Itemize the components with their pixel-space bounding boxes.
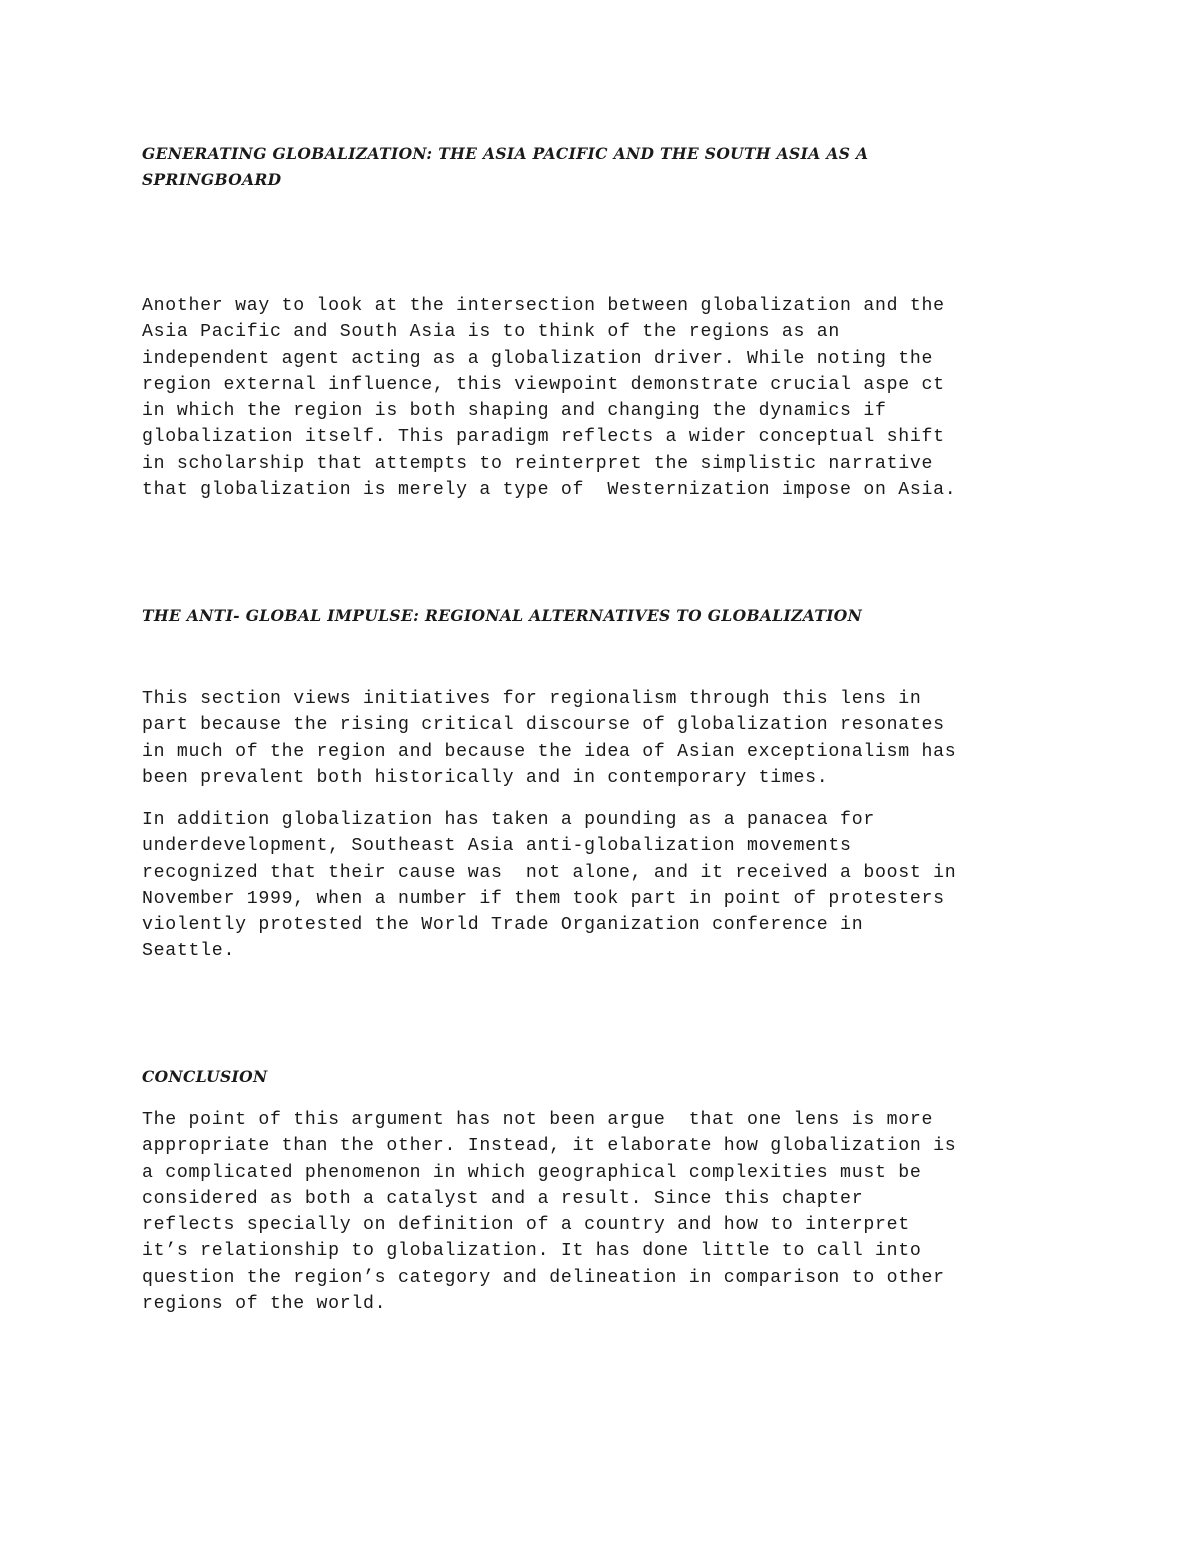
- paragraph-line: in scholarship that attempts to reinterpret the simplistic narrative: [142, 453, 934, 474]
- section-heading-conclusion: [142, 1064, 268, 1090]
- paragraph-line: been prevalent both historically and in contemporary times.: [142, 767, 829, 788]
- paragraph-line: in which the region is both shaping and changing the dynamics if: [142, 401, 887, 422]
- paragraph-line: November 1999, when a number if them took part in point of protesters: [142, 888, 945, 909]
- paragraph-line: Another way to look at the intersection between globalization and the: [142, 296, 945, 316]
- paragraph-line: globalization itself. This paradigm reflects a wider conceptual shift: [142, 427, 945, 448]
- paragraph-line: The point of this argument has not been argue that one lens is more: [142, 1110, 934, 1130]
- paragraph-line: underdevelopment, Southeast Asia anti-globalization movements: [142, 836, 852, 857]
- paragraph-line: in much of the region and because the idea of Asian exceptionalism has: [142, 741, 957, 762]
- paragraph-another-way: [142, 293, 1142, 503]
- paragraph-line: Asia Pacific and South Asia is to think of the regions as an: [142, 322, 841, 343]
- heading-line: GENERATING GLOBALIZATION: THE ASIA PACIFIC AND THE SOUTH ASIA AS A: [142, 144, 869, 163]
- paragraph-line: region external influence, this viewpoint demonstrate crucial aspe ct: [142, 374, 945, 395]
- paragraph-line: a complicated phenomenon in which geographical complexities must be: [142, 1162, 922, 1183]
- paragraph-conclusion: [142, 1107, 1142, 1317]
- paragraph-line: part because the rising critical discourse of globalization resonates: [142, 715, 945, 736]
- paragraph-line: violently protested the World Trade Organization conference in: [142, 915, 864, 936]
- heading-line: THE ANTI- GLOBAL IMPULSE: REGIONAL ALTERNATIVES TO GLOBALIZATION: [142, 606, 863, 625]
- paragraph-line: This section views initiatives for regionalism through this lens in: [142, 689, 922, 709]
- heading-line: CONCLUSION: [142, 1067, 268, 1086]
- paragraph-line: reflects specially on definition of a country and how to interpret: [142, 1215, 910, 1236]
- section-heading-generating-globalization: [142, 141, 868, 193]
- paragraph-in-addition: [142, 807, 1142, 965]
- paragraph-line: independent agent acting as a globalization driver. While noting the: [142, 348, 934, 369]
- paragraph-line: considered as both a catalyst and a result. Since this chapter: [142, 1188, 864, 1209]
- paragraph-line: Seattle.: [142, 941, 236, 962]
- paragraph-line: that globalization is merely a type of Westernization impose on Asia.: [142, 480, 957, 501]
- paragraph-line: regions of the world.: [142, 1294, 387, 1315]
- section-heading-anti-global-impulse: [142, 603, 862, 629]
- paragraph-line: In addition globalization has taken a pounding as a panacea for: [142, 810, 875, 830]
- heading-line: SPRINGBOARD: [142, 170, 282, 189]
- paragraph-line: recognized that their cause was not alone, and it received a boost in: [142, 862, 957, 883]
- paragraph-this-section: [142, 686, 1142, 791]
- paragraph-line: question the region’s category and delineation in comparison to other: [142, 1267, 945, 1288]
- paragraph-line: appropriate than the other. Instead, it elaborate how globalization is: [142, 1136, 957, 1157]
- paragraph-line: it’s relationship to globalization. It has done little to call into: [142, 1241, 922, 1262]
